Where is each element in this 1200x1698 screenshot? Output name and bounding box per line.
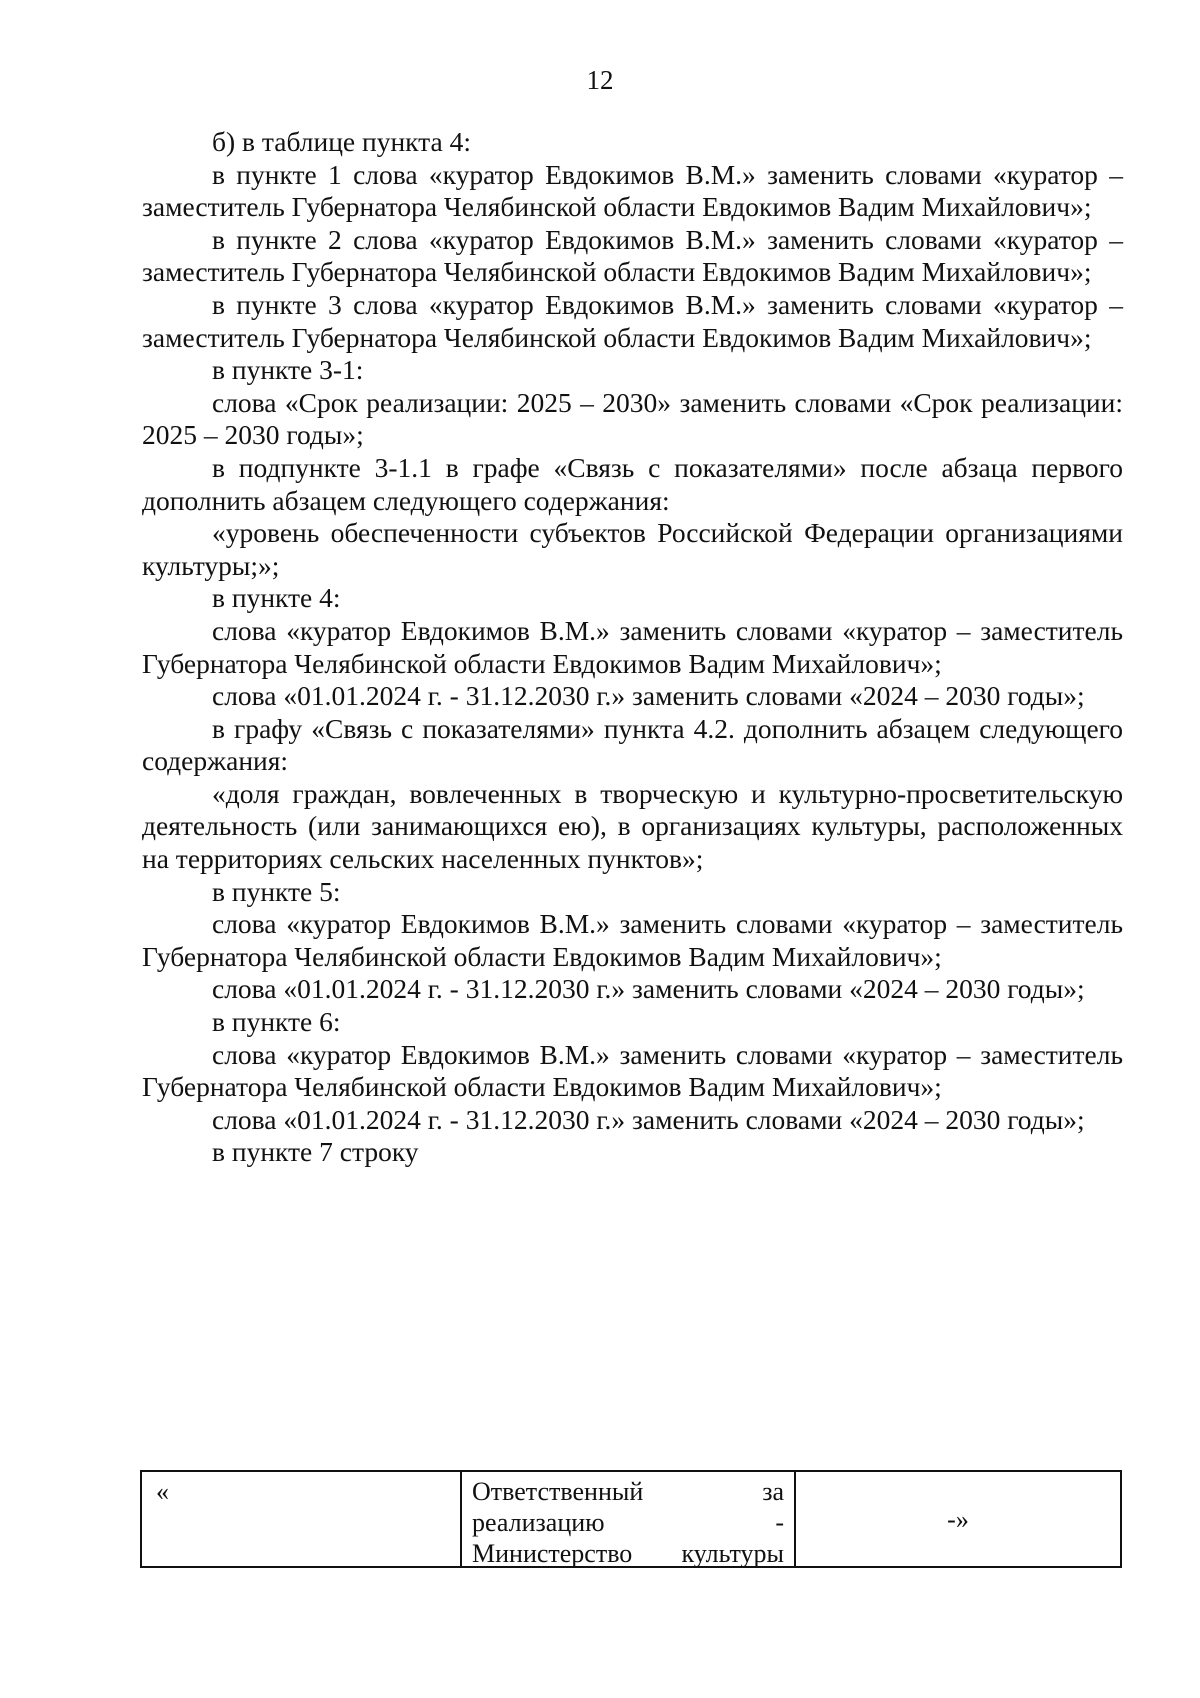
paragraph: в пункте 2 слова «куратор Евдокимов В.М.» заменить словами «куратор – заместитель Губернатора Челябинской области Евдокимов Вадим Михайлович»;: [142, 223, 1123, 288]
paragraph: слова «01.01.2024 г. - 31.12.2030 г.» заменить словами «2024 – 2030 годы»;: [212, 680, 1085, 712]
cell-text: реализацию: [472, 1508, 605, 1537]
paragraph: в графу «Связь с показателями» пункта 4.2. дополнить абзацем следующего содержания:: [142, 712, 1123, 777]
table-cell-2: [462, 1472, 796, 1566]
cell-line: [472, 1538, 784, 1569]
table-cell-3: [796, 1472, 1120, 1566]
paragraph: в подпункте 3-1.1 в графе «Связь с показателями» после абзаца первого дополнить абзацем следующего содержания:: [142, 451, 1123, 516]
paragraph: «уровень обеспеченности субъектов Российской Федерации организациями культуры;»;: [142, 517, 1123, 581]
paragraph: слова «01.01.2024 г. - 31.12.2030 г.» заменить словами «2024 – 2030 годы»;: [212, 973, 1085, 1005]
cell-text: Ответственный: [472, 1477, 644, 1506]
paragraph: в пункте 5:: [212, 875, 341, 907]
cell-text: -»: [947, 1504, 969, 1534]
cell-line: [472, 1476, 784, 1507]
cell-text: -: [775, 1508, 784, 1537]
paragraph: слова «куратор Евдокимов В.М.» заменить словами «куратор – заместитель Губернатора Челябинской области Евдокимов Вадим Михайлович»;: [142, 614, 1123, 679]
cell-line: [472, 1507, 784, 1538]
paragraph: слова «куратор Евдокимов В.М.» заменить словами «куратор – заместитель Губернатора Челябинской области Евдокимов Вадим Михайлович»;: [142, 1038, 1123, 1103]
paragraph: «доля граждан, вовлеченных в творческую и культурно-просветительскую деятельность (или занимающихся ею), в организациях культуры, расположенных на территориях сельских населенных пунктов»;: [142, 777, 1123, 875]
cell-text: Министерство: [472, 1539, 633, 1568]
paragraph: в пункте 3 слова «куратор Евдокимов В.М.» заменить словами «куратор – заместитель Губернатора Челябинской области Евдокимов Вадим Михайлович»;: [142, 288, 1123, 353]
paragraph: в пункте 6:: [212, 1006, 341, 1038]
cell-text: культуры: [681, 1539, 784, 1568]
document-body: [142, 126, 1123, 1169]
table-cell-1: «: [142, 1472, 462, 1566]
paragraph: в пункте 3-1:: [212, 354, 364, 386]
paragraph: слова «Срок реализации: 2025 – 2030» заменить словами «Срок реализации: 2025 – 2030 годы»;: [142, 386, 1123, 451]
paragraph: слова «куратор Евдокимов В.М.» заменить словами «куратор – заместитель Губернатора Челябинской области Евдокимов Вадим Михайлович»;: [142, 908, 1123, 972]
amendment-table: [140, 1470, 1122, 1568]
paragraph: в пункте 7 строку: [212, 1136, 419, 1168]
cell-text: за: [762, 1477, 784, 1506]
paragraph: в пункте 4:: [212, 582, 341, 614]
paragraph: б) в таблице пункта 4:: [212, 126, 471, 157]
paragraph: в пункте 1 слова «куратор Евдокимов В.М.» заменить словами «куратор – заместитель Губернатора Челябинской области Евдокимов Вадим Михайлович»;: [142, 158, 1123, 223]
page-number: 12: [586, 65, 614, 95]
paragraph: слова «01.01.2024 г. - 31.12.2030 г.» заменить словами «2024 – 2030 годы»;: [212, 1103, 1085, 1135]
